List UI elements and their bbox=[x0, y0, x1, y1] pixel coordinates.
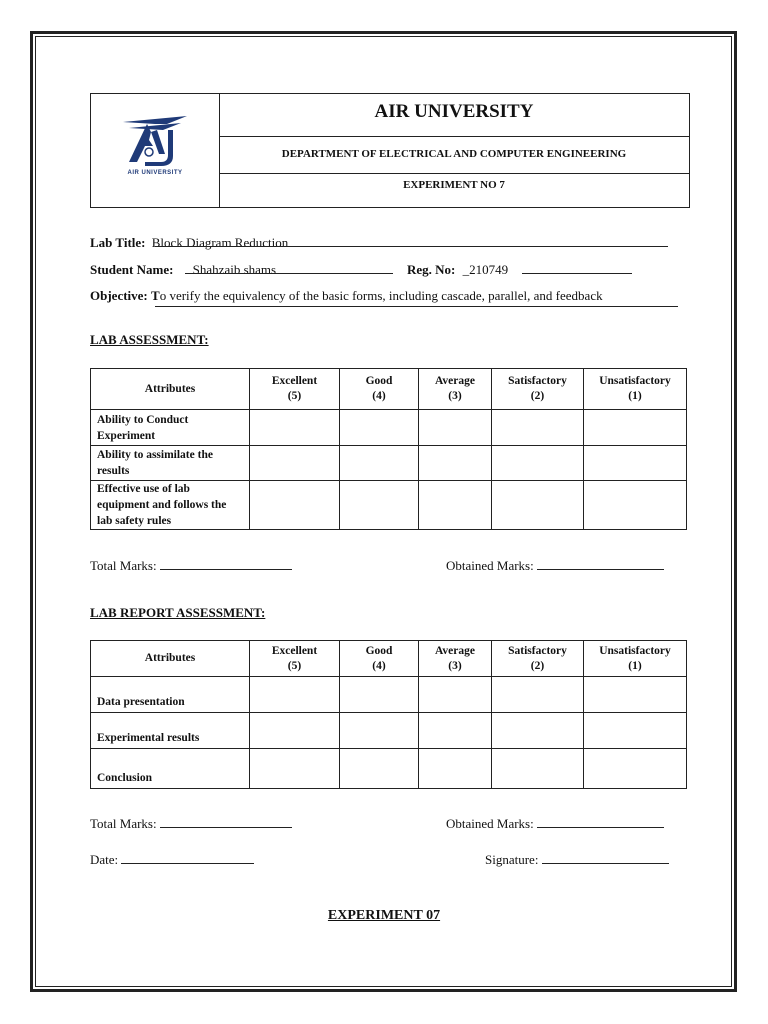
table-header-row bbox=[91, 369, 687, 410]
score-cell[interactable] bbox=[584, 481, 687, 530]
obtained-marks-label: Obtained Marks: bbox=[446, 816, 534, 831]
total-marks-field[interactable] bbox=[160, 558, 292, 570]
table-row bbox=[91, 713, 687, 749]
column-header: Unsatisfactory (1) bbox=[584, 369, 687, 410]
attribute-cell: Experimental results bbox=[91, 713, 250, 749]
score-cell[interactable] bbox=[340, 481, 419, 530]
score-cell[interactable] bbox=[492, 749, 584, 789]
signature-field[interactable] bbox=[542, 852, 669, 864]
score-cell[interactable] bbox=[419, 677, 492, 713]
obtained-marks-label: Obtained Marks: bbox=[446, 558, 534, 573]
lab-report-assessment-heading: LAB REPORT ASSESSMENT: bbox=[90, 605, 266, 620]
table-row bbox=[91, 481, 687, 530]
score-cell[interactable] bbox=[492, 446, 584, 481]
reg-line bbox=[407, 262, 508, 278]
student-line bbox=[90, 262, 276, 278]
logo-caption: AIR UNIVERSITY bbox=[127, 170, 183, 176]
objective-underline bbox=[155, 306, 678, 307]
signature-line bbox=[485, 852, 669, 868]
column-header: Attributes bbox=[91, 369, 250, 410]
score-cell[interactable] bbox=[419, 749, 492, 789]
reg-no-label: Reg. No: bbox=[407, 262, 456, 277]
objective-first-letter: T bbox=[151, 288, 160, 303]
university-title: AIR UNIVERSITY bbox=[219, 94, 689, 137]
column-header: Satisfactory (2) bbox=[492, 369, 584, 410]
score-cell[interactable] bbox=[340, 446, 419, 481]
score-cell[interactable] bbox=[492, 713, 584, 749]
column-header: Average (3) bbox=[419, 369, 492, 410]
table-row bbox=[91, 410, 687, 446]
lab-total-marks bbox=[90, 558, 292, 574]
department-name: DEPARTMENT OF ELECTRICAL AND COMPUTER ENGINEERING bbox=[219, 136, 689, 174]
score-cell[interactable] bbox=[250, 410, 340, 446]
column-header: Unsatisfactory (1) bbox=[584, 641, 687, 677]
table-header-row bbox=[91, 641, 687, 677]
score-cell[interactable] bbox=[492, 410, 584, 446]
report-total-marks bbox=[90, 816, 292, 832]
lab-title-line bbox=[90, 235, 288, 251]
date-label: Date: bbox=[90, 852, 119, 867]
score-cell[interactable] bbox=[419, 481, 492, 530]
column-header: Excellent (5) bbox=[250, 641, 340, 677]
lab-title-label: Lab Title: bbox=[90, 235, 146, 250]
score-cell[interactable] bbox=[340, 410, 419, 446]
lab-assessment-heading: LAB ASSESSMENT: bbox=[90, 332, 209, 347]
score-cell[interactable] bbox=[419, 410, 492, 446]
date-field[interactable] bbox=[121, 852, 254, 864]
score-cell[interactable] bbox=[250, 677, 340, 713]
lab-assessment-table bbox=[90, 368, 687, 530]
date-line bbox=[90, 852, 254, 868]
obtained-marks-field[interactable] bbox=[537, 816, 664, 828]
score-cell[interactable] bbox=[340, 677, 419, 713]
report-obtained-marks bbox=[446, 816, 664, 832]
column-header: Satisfactory (2) bbox=[492, 641, 584, 677]
score-cell[interactable] bbox=[492, 677, 584, 713]
column-header: Excellent (5) bbox=[250, 369, 340, 410]
objective-label: Objective: bbox=[90, 288, 148, 303]
attribute-cell: Data presentation bbox=[91, 677, 250, 713]
student-name-underline bbox=[185, 273, 393, 274]
table-row bbox=[91, 446, 687, 481]
column-header: Average (3) bbox=[419, 641, 492, 677]
lab-report-assessment-table bbox=[90, 640, 687, 789]
lab-title-underline bbox=[155, 246, 668, 247]
attribute-cell: Conclusion bbox=[91, 749, 250, 789]
obtained-marks-field[interactable] bbox=[537, 558, 664, 570]
score-cell[interactable] bbox=[250, 749, 340, 789]
lab-title-value: Block Diagram Reduction bbox=[151, 235, 289, 250]
score-cell[interactable] bbox=[584, 410, 687, 446]
score-cell[interactable] bbox=[584, 713, 687, 749]
experiment-number: EXPERIMENT NO 7 bbox=[403, 179, 505, 191]
score-cell[interactable] bbox=[492, 481, 584, 530]
reg-no-underline bbox=[522, 273, 632, 274]
student-name-label: Student Name: bbox=[90, 262, 174, 277]
table-row bbox=[91, 677, 687, 713]
score-cell[interactable] bbox=[250, 446, 340, 481]
air-university-logo-icon bbox=[115, 114, 195, 172]
score-cell[interactable] bbox=[584, 446, 687, 481]
logo-cell bbox=[91, 94, 220, 207]
header-table bbox=[90, 93, 690, 208]
score-cell[interactable] bbox=[584, 677, 687, 713]
score-cell[interactable] bbox=[250, 481, 340, 530]
score-cell[interactable] bbox=[250, 713, 340, 749]
total-marks-label: Total Marks: bbox=[90, 558, 157, 573]
total-marks-field[interactable] bbox=[160, 816, 292, 828]
lab-obtained-marks bbox=[446, 558, 664, 574]
objective-line bbox=[90, 288, 603, 304]
column-header: Attributes bbox=[91, 641, 250, 677]
score-cell[interactable] bbox=[419, 446, 492, 481]
student-name-value: Shahzaib shams bbox=[192, 262, 277, 277]
column-header: Good (4) bbox=[340, 641, 419, 677]
attribute-cell: Effective use of lab equipment and follows the lab safety rules bbox=[91, 481, 250, 530]
signature-label: Signature: bbox=[485, 852, 539, 867]
attribute-cell: Ability to Conduct Experiment bbox=[91, 410, 250, 446]
score-cell[interactable] bbox=[340, 749, 419, 789]
total-marks-label: Total Marks: bbox=[90, 816, 157, 831]
attribute-cell: Ability to assimilate the results bbox=[91, 446, 250, 481]
table-row bbox=[91, 749, 687, 789]
score-cell[interactable] bbox=[419, 713, 492, 749]
score-cell[interactable] bbox=[340, 713, 419, 749]
experiment-title: EXPERIMENT 07 bbox=[327, 908, 441, 923]
reg-no-value: _210749 bbox=[462, 262, 509, 277]
objective-value: o verify the equivalency of the basic forms, including cascade, parallel, and feedback bbox=[159, 288, 603, 303]
score-cell[interactable] bbox=[584, 749, 687, 789]
column-header: Good (4) bbox=[340, 369, 419, 410]
